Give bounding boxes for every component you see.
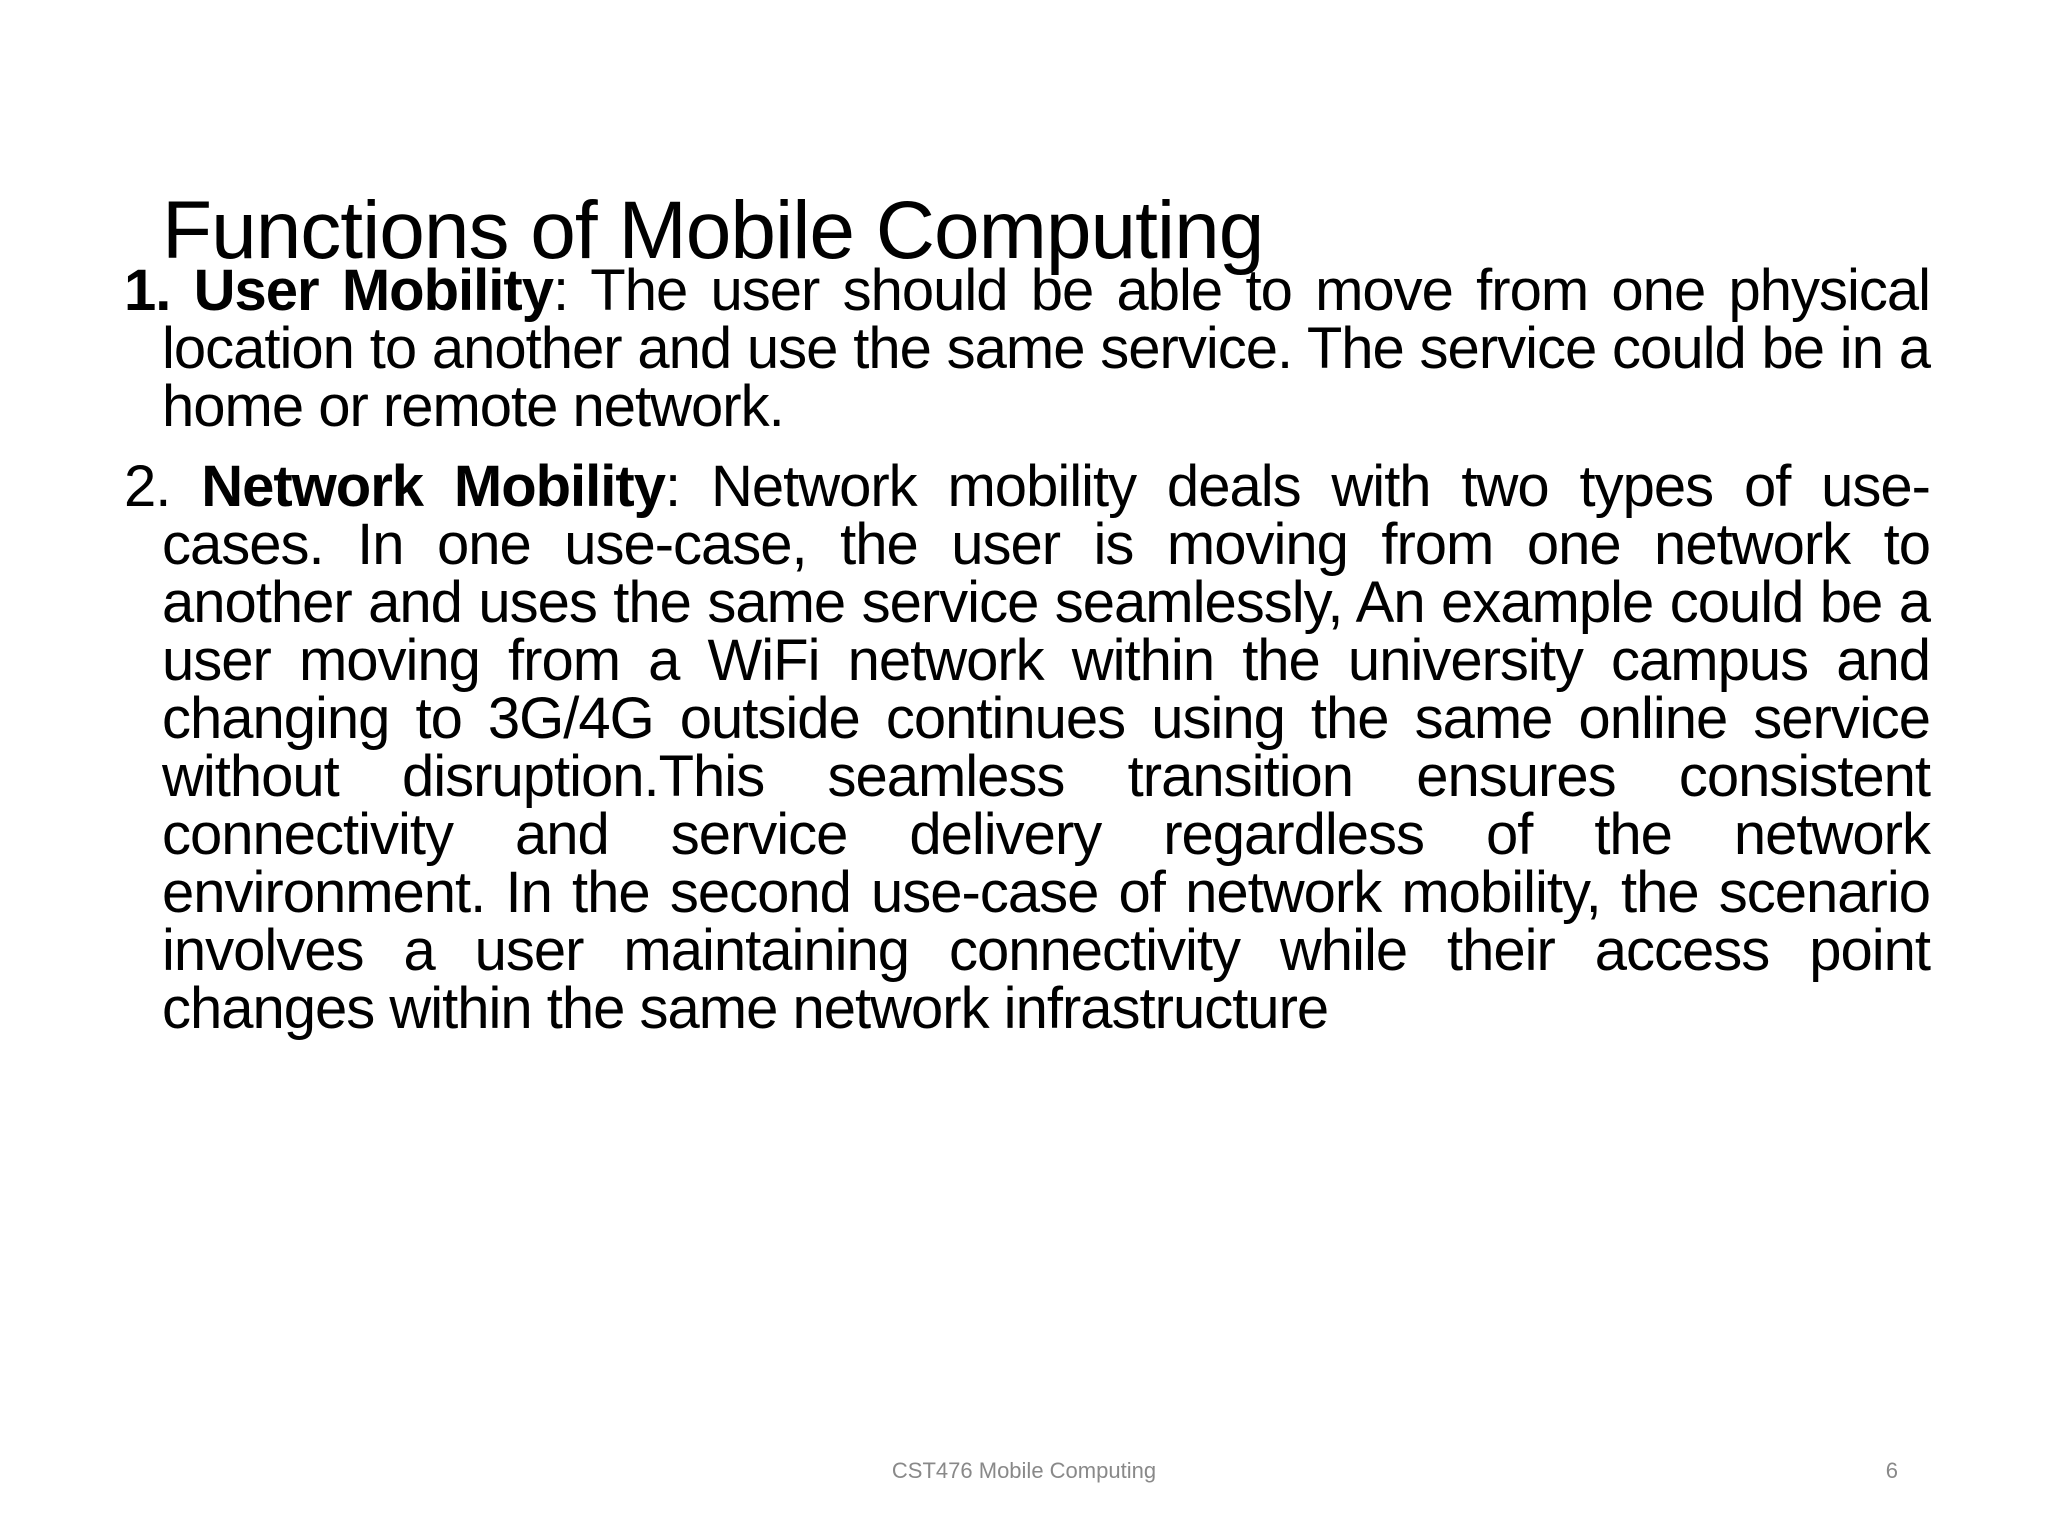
slide-title: Functions of Mobile Computing [162,185,1264,276]
item-separator: : [552,258,569,323]
item-text: Network mobility deals with two types of use-cases. In one use-case, the user is moving from one network to another and uses the same service seamlessly, An example could be a user moving from a WiFi network within the university campus and changing to 3G/4G outside continues using the same online service without disruption.This seamless transition ensures consistent connectivity and service delivery regardless of the network environment. In the second use-case of network mobility, the scenario involves a user maintaining connectivity while their access point changes within the same network infrastructure [162,454,1930,1041]
footer-course: CST476 Mobile Computing [891,1458,1157,1483]
item-separator: : [664,454,681,519]
item-number: 2. [124,454,171,519]
item-term: User Mobility [193,258,553,323]
footer-page-number: 6 [1885,1458,1898,1483]
list-item-network-mobility [124,454,1930,1041]
list-item-user-mobility [124,258,1930,439]
item-text: The user should be able to move from one physical location to another and use the same service. The service could be in a home or remote network. [162,258,1930,439]
item-term: Network Mobility [201,454,665,519]
slide-content [124,258,1930,1041]
item-number: 1. [124,258,171,323]
